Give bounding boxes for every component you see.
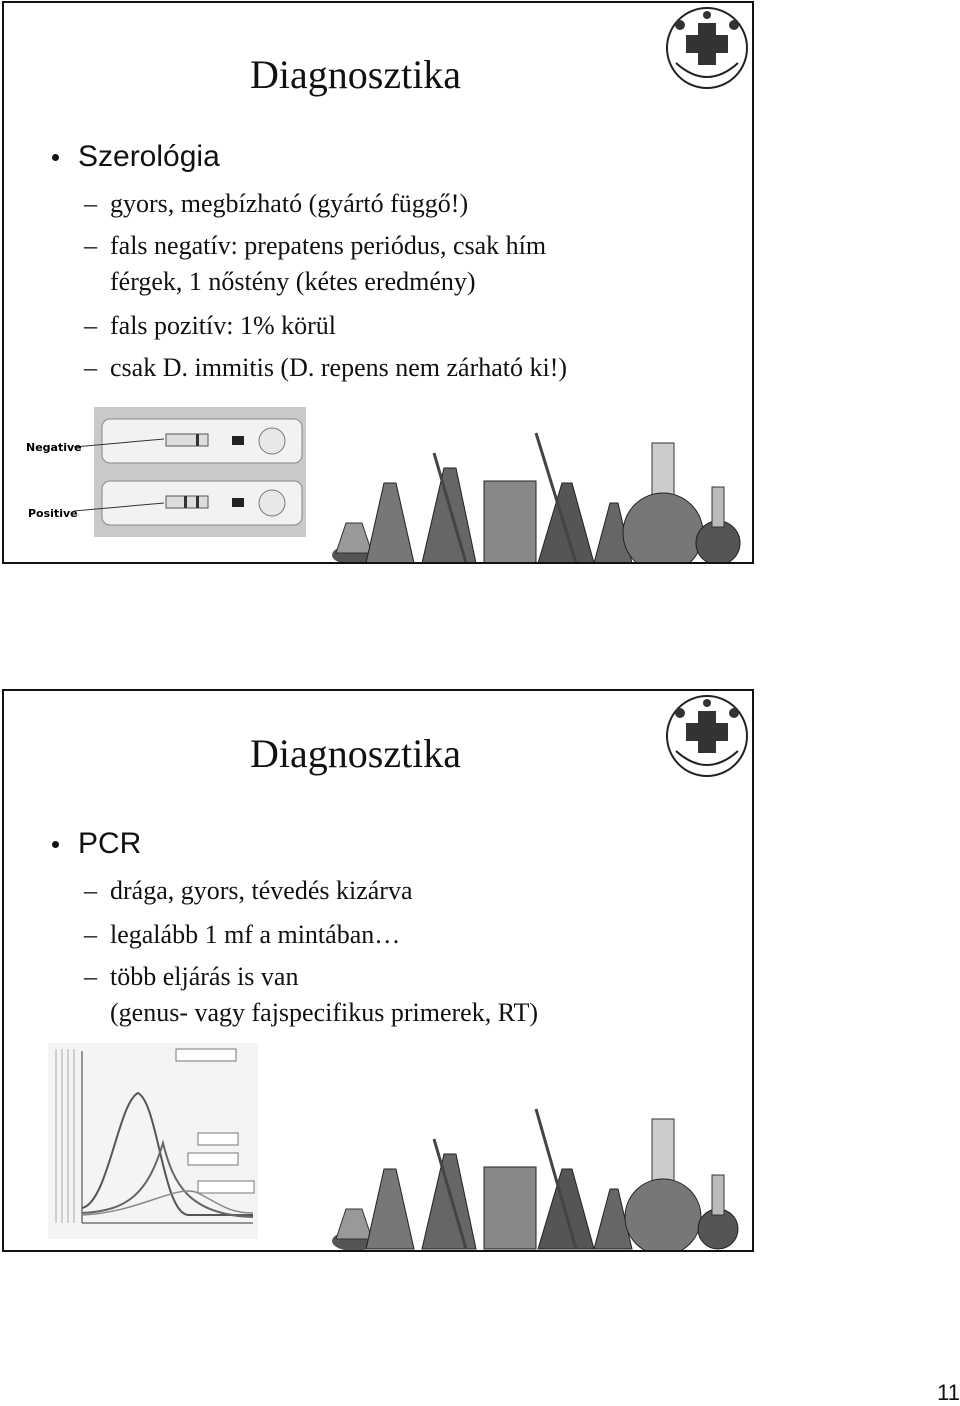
slide-2: Diagnosztika PCR – drága, gyors, tévedés kizárva – legalább 1 mf a mintában… – több eljárás is van (genus- vagy fajspecifikus primerek, RT) (2, 689, 754, 1252)
slide-title: Diagnosztika (250, 731, 462, 776)
slide-title: Diagnosztika (250, 52, 462, 97)
pcr-curve-image (48, 1043, 258, 1239)
vet-med-labor-logo (664, 5, 750, 91)
list-item-text: fals negatív: prepatens periódus, csak hím (110, 231, 547, 260)
list-item-text: csak D. immitis (D. repens nem zárható ki!) (110, 353, 568, 382)
list-item-text: több eljárás is van (110, 962, 299, 991)
lab-glassware-image (326, 413, 754, 564)
lab-glassware-image (326, 1089, 754, 1251)
vet-med-labor-logo (664, 693, 750, 779)
positive-label: Positive (28, 507, 78, 520)
bullet-label: Szerológia (78, 140, 220, 173)
list-item-text: gyors, megbízható (gyártó függő!) (110, 189, 469, 218)
list-item-text: legalább 1 mf a mintában… (110, 920, 401, 949)
bullet-dot (52, 841, 59, 848)
list-item-continuation: férgek, 1 nőstény (kétes eredmény) (110, 267, 476, 296)
negative-label: Negative (26, 441, 82, 454)
slide-1: Diagnosztika Szerológia – gyors, megbízható (gyártó függő!) – fals negatív: prepatens periódus, csak hím férgek, 1 nőstény (kétes eredmény) – fals pozitív: 1% körül – csak D. immitis (D. repens nem zárható ki!) Negative Positive (2, 1, 754, 564)
list-item-text: fals pozitív: 1% körül (110, 311, 337, 340)
page-number: 11 (937, 1380, 960, 1405)
rapid-test-image (24, 407, 306, 537)
bullet-dot (52, 154, 59, 161)
bullet-label: PCR (78, 827, 142, 860)
list-item-continuation: (genus- vagy fajspecifikus primerek, RT) (110, 998, 539, 1027)
list-item-text: drága, gyors, tévedés kizárva (110, 876, 413, 905)
